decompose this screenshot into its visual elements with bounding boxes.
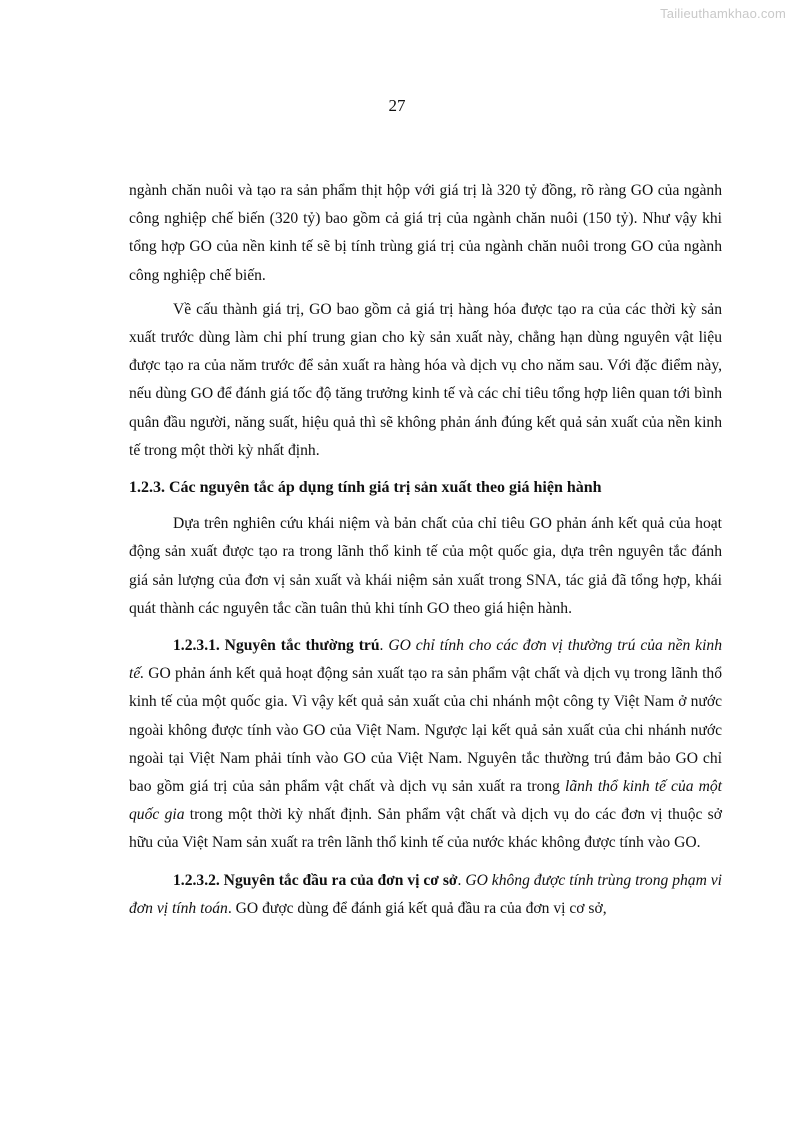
subsection-label-1-2-3-1: 1.2.3.1. Nguyên tắc thường trú [173, 637, 380, 655]
watermark: Tailieuthamkhao.com [660, 6, 786, 21]
page-number: 27 [388, 96, 406, 115]
paragraph-value-structure: Về cấu thành giá trị, GO bao gồm cả giá trị hàng hóa được tạo ra của các thời kỳ sản xuất trước dùng làm chi phí trung gian cho kỳ sản xuất này, chẳng hạn dùng nguyên vật liệu được tạo ra của năm trước để sản xuất ra hàng hóa và dịch vụ cho năm sau. Với đặc điểm này, nếu dùng GO để đánh giá tốc độ tăng trưởng kinh tế và các chỉ tiêu tổng hợp liên quan tới bình quân đầu người, năng suất, hiệu quả thì sẽ không phản ánh đúng kết quả sản xuất của nền kinh tế trong một thời kỳ nhất định. [129, 300, 722, 459]
italic-phrase: lãnh thổ kinh tế của một quốc gia [129, 778, 723, 824]
principle-statement: GO chỉ tính cho các đơn vị thường trú của nền kinh tế. [129, 637, 722, 683]
paragraph-intro-principles: Dựa trên nghiên cứu khái niệm và bản chất của chỉ tiêu GO phản ánh kết quả của hoạt động sản xuất được tạo ra trong lãnh thổ kinh tế của một quốc gia, dựa trên nguyên tắc đánh giá sản lượng của đơn vị sản xuất và khái niệm sản xuất trong SNA, tác giả đã tổng hợp, khái quát thành các nguyên tắc cần tuân thủ khi tính GO theo giá hiện hành. [129, 515, 722, 617]
label-separator: . [457, 871, 466, 889]
document-body [129, 177, 722, 923]
paragraph-continuation: ngành chăn nuôi và tạo ra sản phẩm thịt hộp với giá trị là 320 tỷ đồng, rõ ràng GO của ngành công nghiệp chế biến (320 tỷ) bao gồm cả giá trị của ngành chăn nuôi (150 tỷ). Như vậy khi tổng hợp GO của nền kinh tế sẽ bị tính trùng giá trị của ngành chăn nuôi trong GO của ngành công nghiệp chế biến. [129, 182, 722, 284]
section-heading-1-2-3: 1.2.3. Các nguyên tắc áp dụng tính giá trị sản xuất theo giá hiện hành [129, 479, 602, 497]
paragraph-residency-principle [129, 632, 722, 858]
paragraph-text: GO phản ánh kết quả hoạt động sản xuất tạo ra sản phẩm vật chất và dịch vụ trong lãnh thổ kinh tế của một quốc gia. Vì vậy kết quả sản xuất của chi nhánh một công ty Việt Nam ở nước ngoài không được tính vào GO của Việt Nam. Ngược lại kết quả sản xuất của chi nhánh nước ngoài tại Việt Nam phải tính vào GO của Việt Nam. Nguyên tắc thường trú đảm bảo GO chỉ bao gồm giá trị của sản phẩm vật chất và dịch vụ sản xuất ra trong [129, 665, 722, 796]
principle-statement: GO không được tính trùng trong phạm vi đơn vị tính toán [129, 871, 723, 917]
paragraph-text: . GO được dùng để đánh giá kết quả đầu ra của đơn vị cơ sở, [227, 899, 607, 917]
subsection-label-1-2-3-2: 1.2.3.2. Nguyên tắc đầu ra của đơn vị cơ sở [173, 871, 458, 889]
paragraph-establishment-output-principle [129, 867, 722, 923]
paragraph-text: trong một thời kỳ nhất định. Sản phẩm vật chất và dịch vụ do các đơn vị thuộc sở hữu của Việt Nam sản xuất ra trên lãnh thổ kinh tế của nước khác không được tính vào GO. [129, 806, 722, 852]
label-separator: . [379, 637, 389, 655]
